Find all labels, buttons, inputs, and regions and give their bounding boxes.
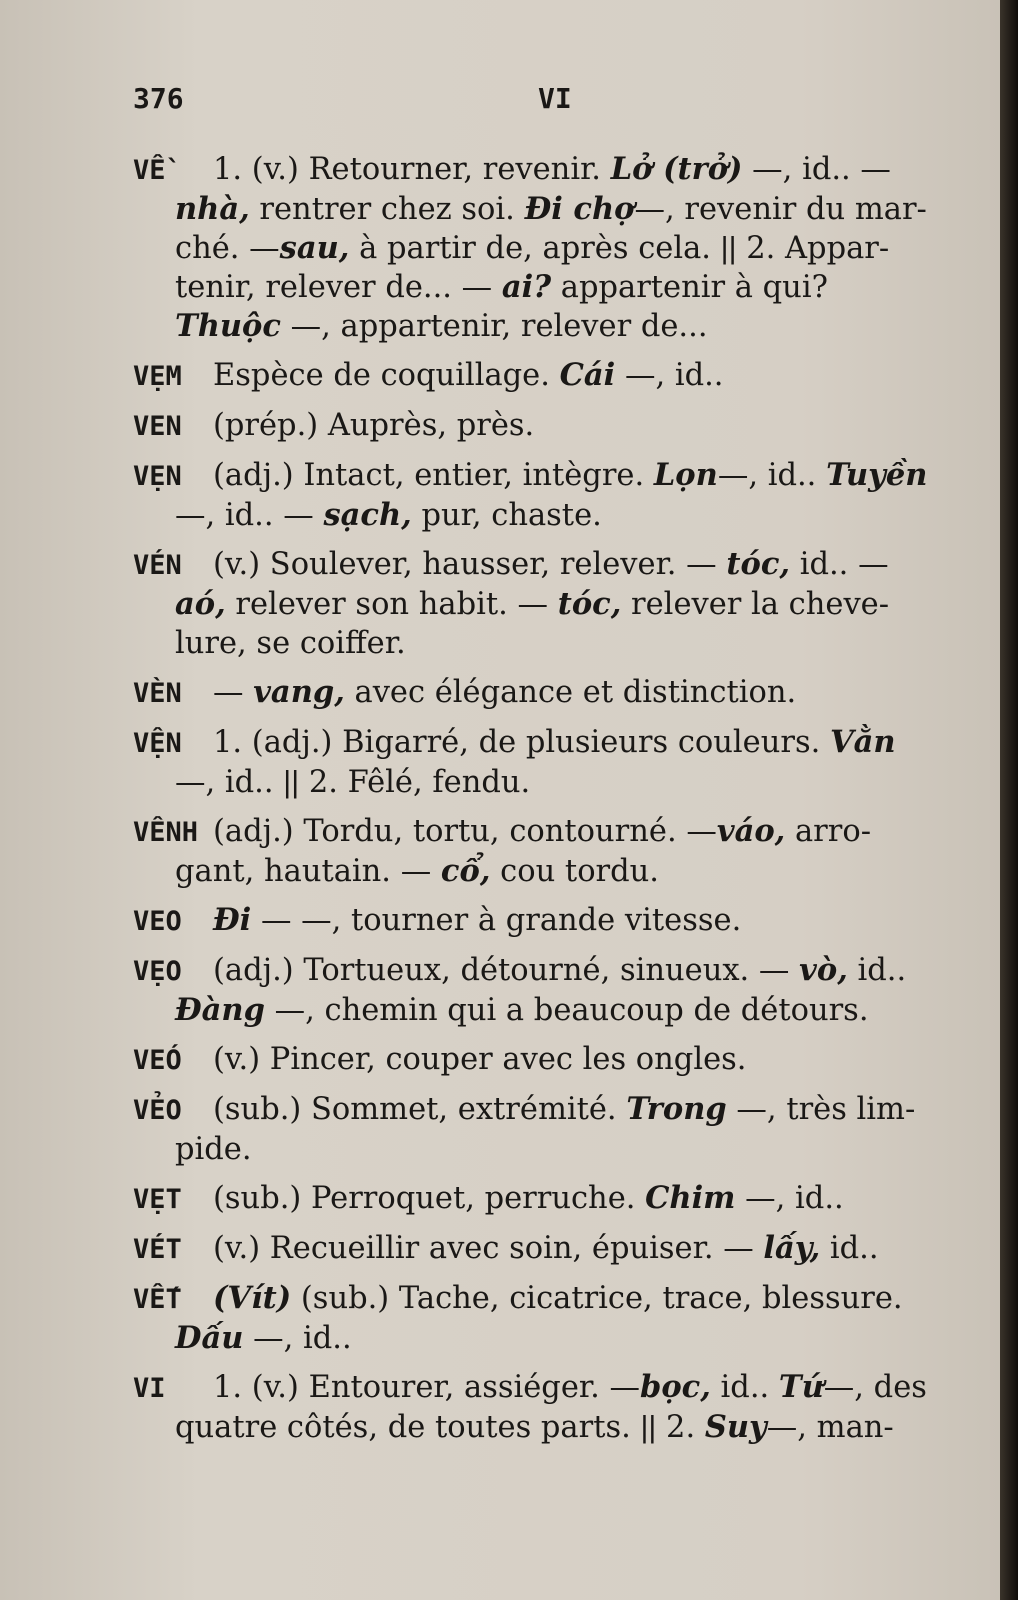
definition-text: —, man- (766, 1410, 894, 1445)
definition-text: 1. (v.) Entourer, assiéger. — (213, 1370, 640, 1405)
definition-text: —, des (823, 1370, 927, 1405)
entry-headword: VÉN (133, 550, 182, 581)
dictionary-entry (133, 150, 975, 346)
vietnamese-term: (Vít) (213, 1280, 292, 1316)
entry-headword: VEN (133, 411, 182, 442)
definition-text: 2. (656, 1410, 705, 1445)
entry-line (133, 763, 975, 802)
definition-text: (v.) Soulever, hausser, relever. — (213, 547, 727, 582)
definition-text: rentrer chez soi. (249, 192, 525, 227)
definition-text: avec élégance et distinction. (344, 675, 797, 710)
definition-text: arro- (785, 814, 872, 849)
dictionary-entry (133, 406, 975, 446)
definition-text: —, très lim- (726, 1092, 916, 1127)
dictionary-entry (133, 545, 975, 663)
definition-text: (sub.) Perroquet, perruche. (213, 1181, 646, 1216)
dictionary-entry (133, 812, 975, 891)
dictionary-entry (133, 901, 975, 941)
definition-text: —, revenir du mar- (634, 192, 927, 227)
entry-line (133, 456, 975, 496)
definition-text: — —, tourner à grande vitesse. (251, 903, 742, 938)
sense-separator: || (720, 231, 737, 265)
definition-text: —, id.. (717, 458, 827, 493)
definition-text: Espèce de coquillage. (213, 358, 560, 393)
definition-text: id.. (710, 1370, 779, 1405)
definition-text: id.. (820, 1231, 879, 1266)
dictionary-entry (133, 1040, 975, 1080)
definition-text: —, id.. — (742, 152, 891, 187)
page-header (133, 82, 963, 122)
definition-text: 1. (v.) Retourner, revenir. (213, 152, 611, 187)
entry-line (133, 585, 975, 624)
vietnamese-term: Vằn (830, 724, 896, 760)
vietnamese-term: aó, (175, 586, 226, 622)
vietnamese-term: Dấu (175, 1320, 244, 1356)
dictionary-entry (133, 1368, 975, 1447)
dictionary-entry (133, 951, 975, 1030)
definition-text: 2. Appar- (736, 231, 890, 266)
definition-text: lure, se coiffer. (175, 626, 406, 661)
vietnamese-term: cổ, (440, 853, 491, 889)
entry-headword: VỆN (133, 728, 182, 759)
dictionary-entry (133, 673, 975, 713)
entry-line (133, 1279, 975, 1319)
entry-headword: VÉT (133, 1234, 182, 1265)
entry-line (133, 1179, 975, 1219)
definition-text: (v.) Pincer, couper avec les ongles. (213, 1042, 747, 1077)
dictionary-entry (133, 456, 975, 535)
vietnamese-term: sạch, (323, 497, 412, 533)
vietnamese-term: Lọn (653, 457, 718, 493)
entry-headword: VEÓ (133, 1045, 182, 1076)
definition-text: id.. (847, 953, 907, 988)
dictionary-entries (133, 150, 975, 1457)
entry-line (133, 901, 975, 941)
entry-line (133, 1040, 975, 1080)
entry-line (133, 1090, 975, 1130)
definition-text: (prép.) Auprès, près. (213, 408, 535, 443)
vietnamese-term: Đàng (175, 992, 265, 1028)
vietnamese-term: ai? (501, 269, 552, 305)
definition-text: 1. (adj.) Bigarré, de plusieurs couleurs. (213, 725, 830, 760)
vietnamese-term: tóc, (557, 586, 622, 622)
dictionary-entry (133, 1279, 975, 1358)
vietnamese-term: sau, (279, 230, 350, 266)
entry-line (133, 268, 975, 307)
vietnamese-term: Tứ (778, 1369, 824, 1405)
entry-headword: VI (133, 1373, 166, 1404)
definition-text: —, id.. (735, 1181, 844, 1216)
entry-line (133, 496, 975, 535)
entry-line (133, 150, 975, 190)
sense-separator: || (283, 765, 300, 799)
definition-text: (adj.) Tortueux, détourné, sinueux. — (213, 953, 800, 988)
vietnamese-term: bọc, (640, 1369, 711, 1405)
definition-text: relever la cheve- (621, 587, 890, 622)
vietnamese-term: Chim (645, 1180, 736, 1216)
definition-text: —, id.. (615, 358, 724, 393)
definition-text: —, id.. — (175, 498, 324, 533)
entry-headword: VÈN (133, 678, 182, 709)
vietnamese-term: nhà, (175, 191, 250, 227)
entry-headword: VEO (133, 906, 182, 937)
page-edge-shadow (1000, 0, 1018, 1600)
entry-line (133, 406, 975, 446)
dictionary-entry (133, 1229, 975, 1269)
definition-text: pur, chaste. (411, 498, 602, 533)
entry-headword: VÊNH (133, 817, 199, 848)
entry-line (133, 812, 975, 852)
entry-line (133, 229, 975, 268)
vietnamese-term: lấy, (763, 1230, 821, 1266)
sense-separator: || (640, 1410, 657, 1444)
vietnamese-term: Cái (559, 357, 616, 393)
vietnamese-term: Trong (626, 1091, 727, 1127)
definition-text: (sub.) Sommet, extrémité. (213, 1092, 627, 1127)
entry-line (133, 723, 975, 763)
vietnamese-term: Đi (213, 902, 252, 938)
definition-text: (adj.) Intact, entier, intègre. (213, 458, 654, 493)
entry-line (133, 1408, 975, 1447)
page-number: 376 (133, 82, 184, 115)
entry-headword: VẸT (133, 1184, 182, 1215)
entry-line (133, 1130, 975, 1169)
entry-line (133, 190, 975, 229)
entry-line (133, 1229, 975, 1269)
vietnamese-term: Suy (704, 1409, 767, 1445)
entry-headword: VẸN (133, 461, 182, 492)
definition-text: (v.) Recueillir avec soin, épuiser. — (213, 1231, 764, 1266)
definition-text: —, chemin qui a beaucoup de détours. (264, 993, 869, 1028)
definition-text: —, id.. (175, 765, 284, 800)
vietnamese-term: Tuyền (826, 457, 928, 493)
section-letter: VI (538, 82, 572, 115)
definition-text: relever son habit. — (225, 587, 558, 622)
entry-headword: VẾT (133, 1284, 182, 1315)
entry-line (133, 624, 975, 663)
entry-line (133, 852, 975, 891)
dictionary-entry (133, 1179, 975, 1219)
definition-text: — (213, 675, 254, 710)
entry-line (133, 673, 975, 713)
entry-headword: VẺO (133, 1095, 182, 1126)
definition-text: tenir, relever de... — (175, 270, 502, 305)
vietnamese-term: vò, (799, 952, 848, 988)
entry-headword: VỀ (133, 155, 166, 186)
dictionary-entry (133, 723, 975, 802)
vietnamese-term: tóc, (726, 546, 791, 582)
vietnamese-term: váo, (716, 813, 786, 849)
dictionary-entry (133, 1090, 975, 1169)
entry-line (133, 951, 975, 991)
definition-text: (sub.) Tache, cicatrice, trace, blessure. (291, 1281, 903, 1316)
definition-text: cou tordu. (490, 854, 659, 889)
entry-headword: VẸO (133, 956, 182, 987)
definition-text: (adj.) Tordu, tortu, contourné. — (213, 814, 717, 849)
definition-text: gant, hautain. — (175, 854, 441, 889)
entry-line (133, 307, 975, 346)
entry-line (133, 545, 975, 585)
definition-text: quatre côtés, de toutes parts. (175, 1410, 641, 1445)
entry-line (133, 1319, 975, 1358)
definition-text: —, appartenir, relever de... (280, 309, 708, 344)
definition-text: 2. Fêlé, fendu. (299, 765, 531, 800)
vietnamese-term: Thuộc (175, 308, 281, 344)
definition-text: pide. (175, 1132, 252, 1167)
vietnamese-term: Lở (trở) (610, 151, 743, 187)
vietnamese-term: Đi chợ (524, 191, 635, 227)
definition-text: ché. — (175, 231, 280, 266)
definition-text: appartenir à qui? (551, 270, 828, 305)
entry-line (133, 991, 975, 1030)
definition-text: —, id.. (243, 1321, 352, 1356)
entry-line (133, 356, 975, 396)
entry-headword: VẸM (133, 361, 182, 392)
vietnamese-term: vang, (253, 674, 345, 710)
entry-line (133, 1368, 975, 1408)
definition-text: id.. — (790, 547, 889, 582)
definition-text: à partir de, après cela. (349, 231, 721, 266)
dictionary-entry (133, 356, 975, 396)
